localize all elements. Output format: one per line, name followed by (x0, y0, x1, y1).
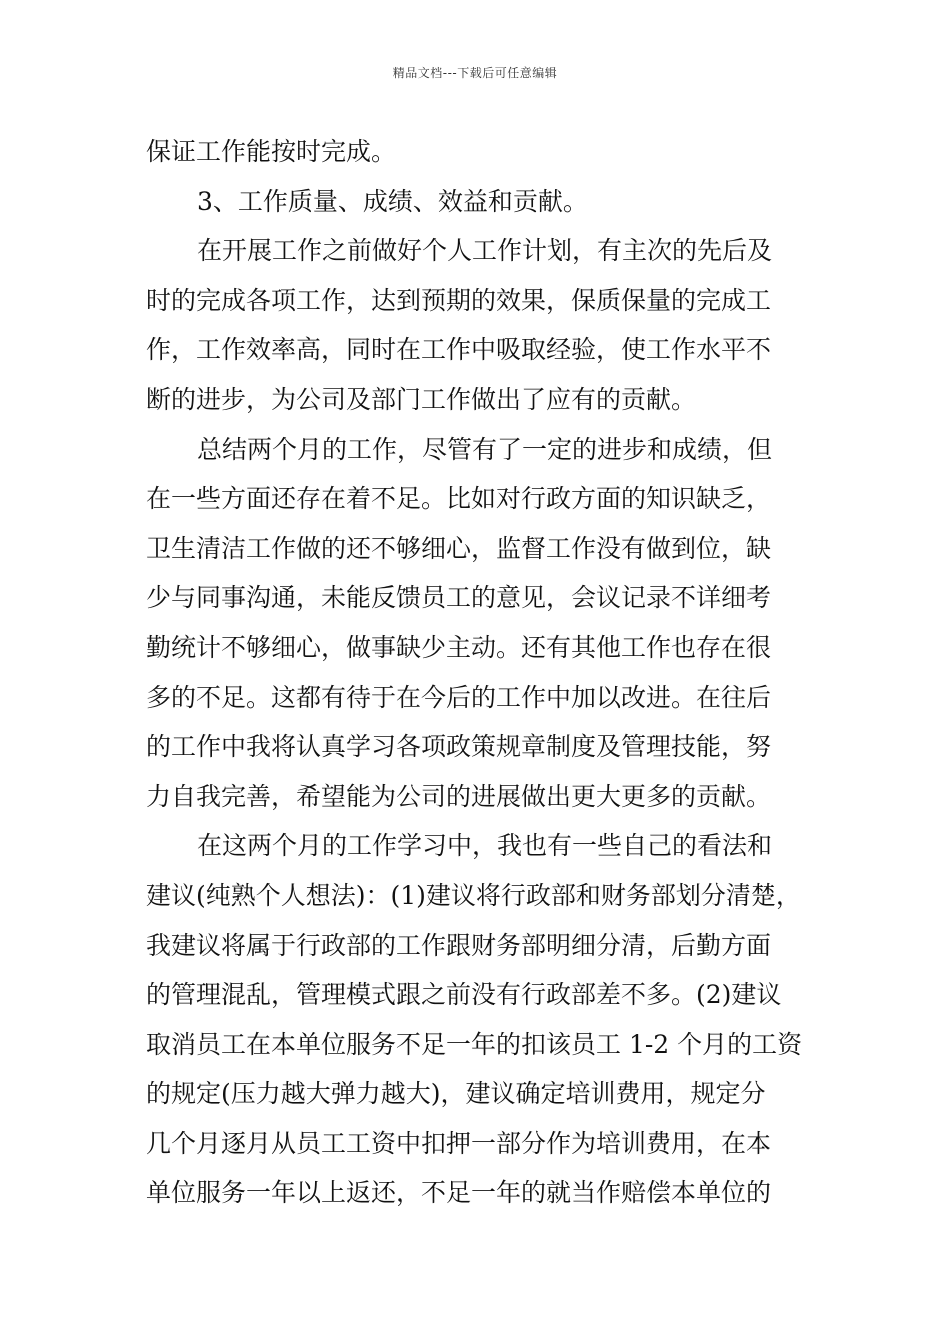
text-line: 作，工作效率高，同时在工作中吸取经验，使工作水平不 (146, 335, 772, 365)
text-line: 断的进步，为公司及部门工作做出了应有的贡献。 (146, 384, 697, 414)
text-line: 时的完成各项工作，达到预期的效果，保质保量的完成工 (146, 285, 772, 315)
section-heading: 3、工作质量、成绩、效益和贡献。 (197, 186, 588, 216)
paragraph-start: 在这两个月的工作学习中，我也有一些自己的看法和 (197, 831, 773, 861)
text-line: 的工作中我将认真学习各项政策规章制度及管理技能，努 (146, 732, 772, 762)
text-line: 的规定(压力越大弹力越大)，建议确定培训费用，规定分 (146, 1079, 766, 1109)
text-line: 我建议将属于行政部的工作跟财务部明细分清，后勤方面 (146, 930, 772, 960)
text-line: 取消员工在本单位服务不足一年的扣该员工 1-2 个月的工资 (146, 1029, 803, 1059)
page-header: 精品文档---下载后可任意编辑 (392, 66, 558, 80)
document-body (146, 127, 806, 1218)
text-line: 的管理混乱，管理模式跟之前没有行政部差不多。(2)建议 (146, 980, 782, 1010)
paragraph-start: 总结两个月的工作，尽管有了一定的进步和成绩，但 (197, 434, 773, 464)
text-line: 勤统计不够细心，做事缺少主动。还有其他工作也存在很 (146, 632, 772, 662)
text-line: 建议(纯熟个人想法)：(1)建议将行政部和财务部划分清楚， (146, 880, 801, 910)
paragraph-start: 在开展工作之前做好个人工作计划，有主次的先后及 (197, 236, 773, 266)
text-line: 多的不足。这都有待于在今后的工作中加以改进。在往后 (146, 682, 772, 712)
text-line: 保证工作能按时完成。 (146, 137, 397, 166)
text-line: 力自我完善，希望能为公司的进展做出更大更多的贡献。 (146, 781, 772, 811)
text-line: 几个月逐月从员工工资中扣押一部分作为培训费用，在本 (146, 1128, 772, 1158)
text-line: 少与同事沟通，未能反馈员工的意见，会议记录不详细考 (146, 583, 772, 613)
text-line: 在一些方面还存在着不足。比如对行政方面的知识缺乏， (146, 484, 772, 514)
text-line: 卫生清洁工作做的还不够细心，监督工作没有做到位，缺 (146, 533, 772, 563)
text-line: 单位服务一年以上返还，不足一年的就当作赔偿本单位的 (146, 1178, 772, 1208)
